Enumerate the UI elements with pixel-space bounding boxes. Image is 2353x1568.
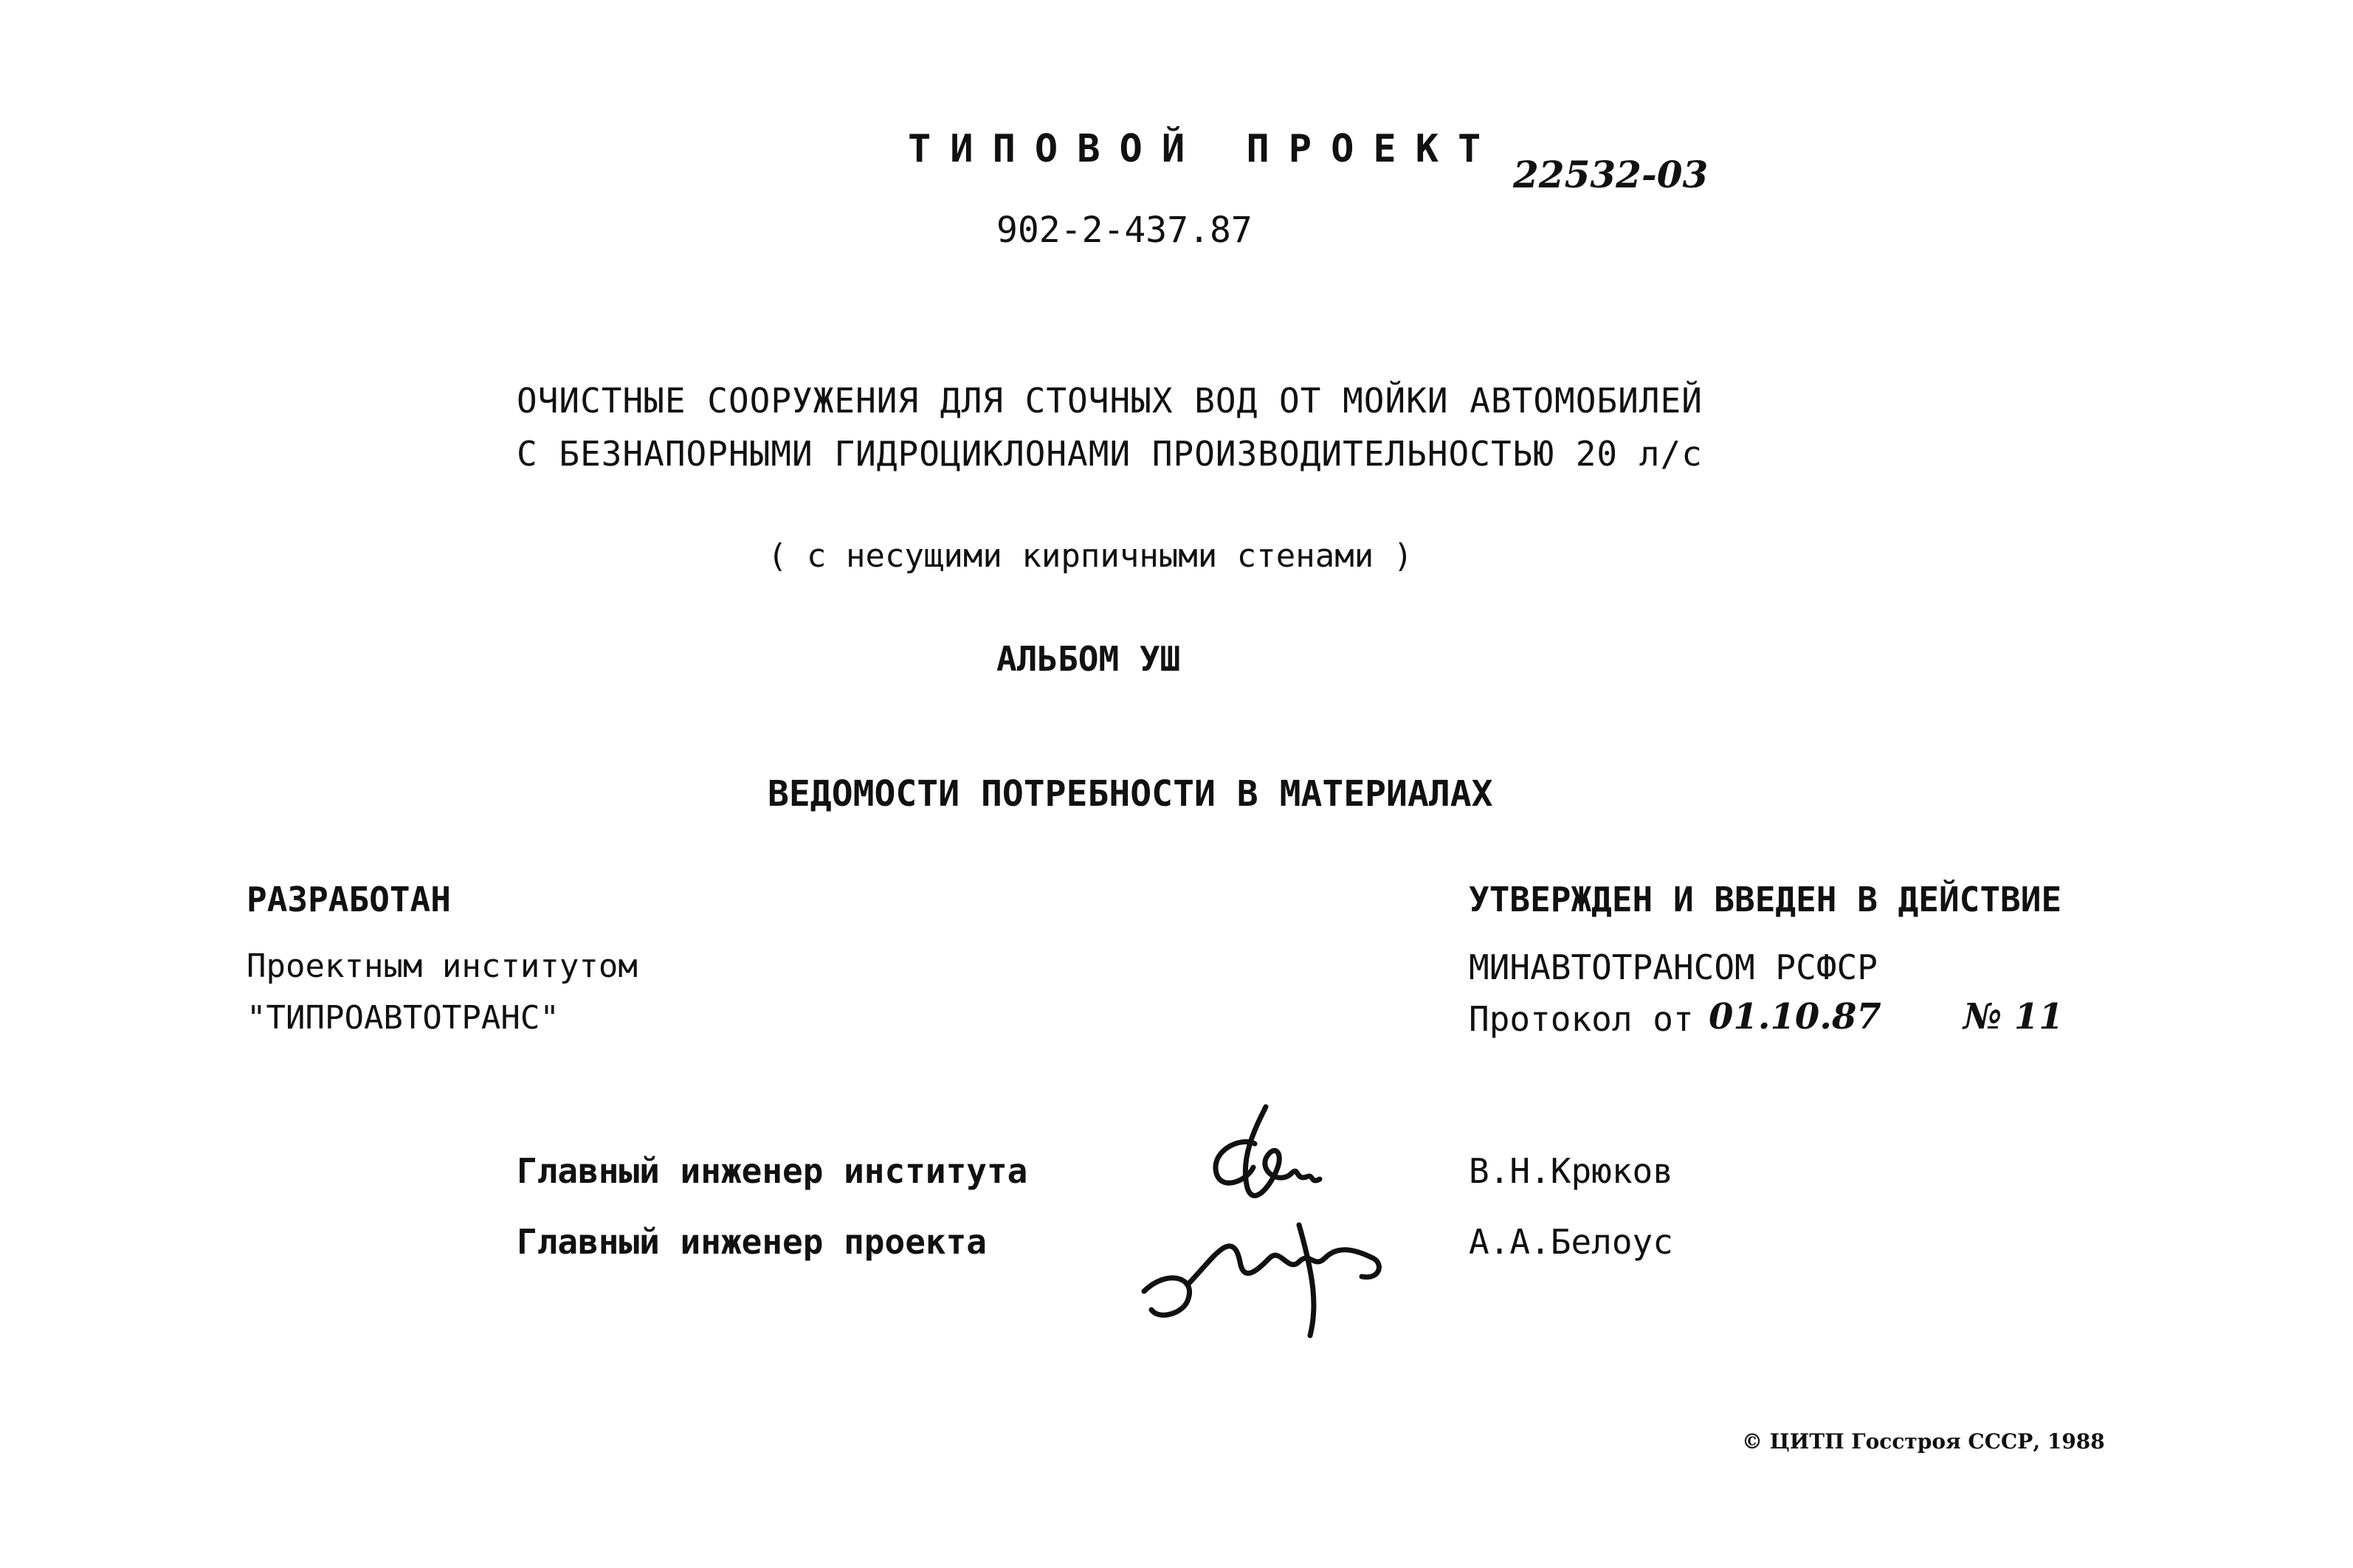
handwritten-registration-number: 22532-03 <box>1513 153 1709 196</box>
album-label: АЛЬБОМ УШ <box>996 639 1181 679</box>
description-subtitle: ( с несущими кирпичными стенами ) <box>768 537 1413 575</box>
description-line-1: ОЧИСТНЫЕ СООРУЖЕНИЯ ДЛЯ СТОЧНЫХ ВОД ОТ МОЙКИ АВТОМОБИЛЕЙ <box>517 381 1703 421</box>
description-line-2: С БЕЗНАПОРНЫМИ ГИДРОЦИКЛОНАМИ ПРОИЗВОДИТЕЛЬНОСТЬЮ 20 л/с <box>517 434 1703 474</box>
signatory-role-1: Главный инженер института <box>517 1151 1028 1191</box>
protocol-label: Протокол от <box>1469 999 1694 1039</box>
signatory-name-1: В.Н.Крюков <box>1469 1151 1673 1191</box>
approved-by-ministry: МИНАВТОТРАНСОМ РСФСР <box>1469 947 1878 987</box>
signatory-name-2: А.А.Белоус <box>1469 1222 1673 1262</box>
document-title: ТИПОВОЙ ПРОЕКТ <box>908 127 1501 171</box>
developed-by-line-1: Проектным институтом <box>247 947 638 985</box>
copyright-notice: © ЦИТП Госстроя СССР, 1988 <box>1742 1429 2105 1454</box>
protocol-number-handwritten: № 11 <box>1963 996 2064 1037</box>
statement-title: ВЕДОМОСТИ ПОТРЕБНОСТИ В МАТЕРИАЛАХ <box>768 773 1493 815</box>
developed-heading: РАЗРАБОТАН <box>247 880 451 919</box>
signature-1-stroke <box>1245 1107 1320 1195</box>
approved-heading: УТВЕРЖДЕН И ВВЕДЕН В ДЕЙСТВИЕ <box>1469 880 2062 919</box>
developed-by-institute: "ТИПРОАВТОТРАНС" <box>247 999 559 1037</box>
signatory-role-2: Главный инженер проекта <box>517 1222 987 1262</box>
signature-2-loop <box>1299 1225 1314 1336</box>
protocol-date-handwritten: 01.10.87 <box>1709 996 1881 1037</box>
handwritten-signatures <box>1129 1099 1424 1343</box>
project-code: 902-2-437.87 <box>996 210 1253 251</box>
signature-2-stroke <box>1144 1246 1379 1315</box>
